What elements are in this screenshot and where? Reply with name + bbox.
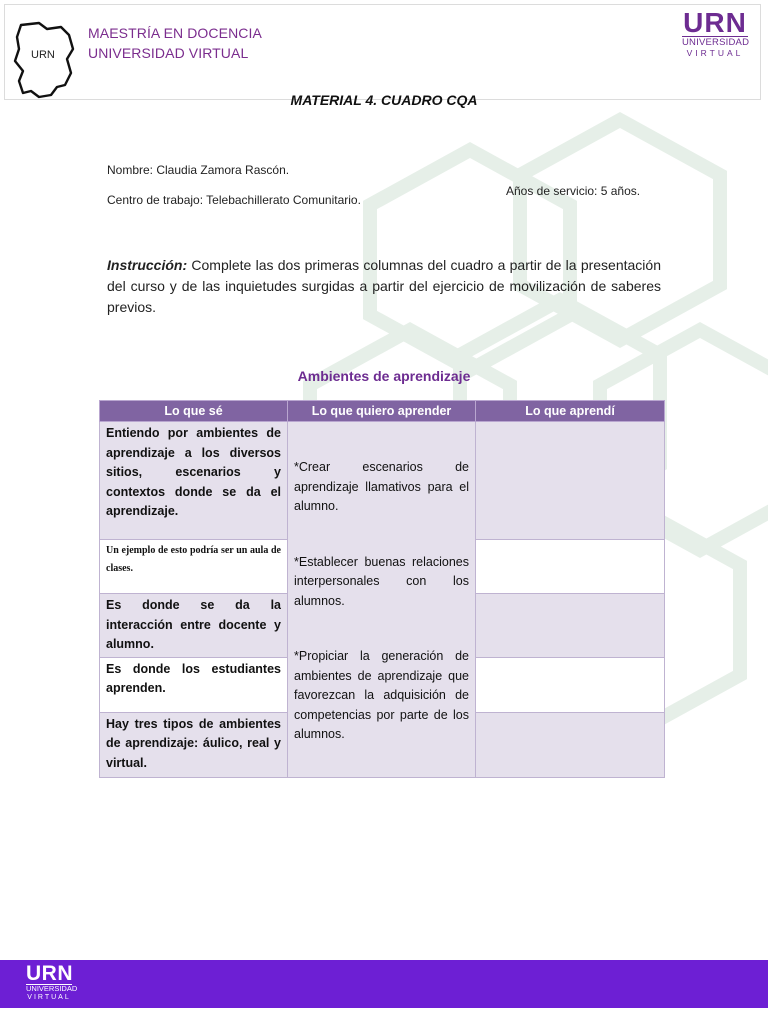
footer-bar xyxy=(0,960,768,1008)
know-cell: Hay tres tipos de ambientes de aprendizaje: áulico, real y virtual. xyxy=(100,712,288,777)
urn-logo-sub2: VIRTUAL xyxy=(686,48,744,58)
urn-logo-sub1: UNIVERSIDAD xyxy=(682,37,750,48)
know-cell: Es donde se da la interacción entre docente y alumno. xyxy=(100,594,288,658)
table-header-row xyxy=(100,401,665,422)
want-item: *Crear escenarios de aprendizaje llamativos para el alumno. xyxy=(294,460,469,513)
footer-logo-text: URN xyxy=(26,962,73,985)
table-caption: Ambientes de aprendizaje xyxy=(297,368,471,384)
header-university-title: UNIVERSIDAD VIRTUAL xyxy=(88,45,249,61)
student-name: Nombre: Claudia Zamora Rascón. xyxy=(107,163,290,177)
want-item: *Establecer buenas relaciones interpersonales con los alumnos. xyxy=(294,554,469,608)
footer-logo-sub1: UNIVERSIDAD xyxy=(26,984,78,993)
workplace: Centro de trabajo: Telebachillerato Comunitario. xyxy=(107,193,361,207)
footer-logo-sub2: VIRTUAL xyxy=(27,994,71,1001)
want-item: *Propiciar la generación de ambientes de aprendizaje que favorezcan la adquisición de competencias por parte de los alumnos. xyxy=(294,649,469,741)
learned-cell[interactable] xyxy=(476,540,665,594)
table-row xyxy=(100,422,665,540)
map-logo-text: URN xyxy=(31,49,55,61)
want-cell xyxy=(288,422,476,778)
footer-urn-logo xyxy=(26,962,78,1002)
header-program-title: MAESTRÍA EN DOCENCIA xyxy=(88,25,262,41)
urn-logo xyxy=(682,7,750,59)
instruction-paragraph xyxy=(107,255,661,318)
know-cell: Entiendo por ambientes de aprendizaje a los diversos sitios, escenarios y contextos donde se da el aprendizaje. xyxy=(100,422,288,540)
header-box xyxy=(4,4,761,100)
urn-logo-text: URN xyxy=(683,7,747,38)
document-title: MATERIAL 4. CUADRO CQA xyxy=(290,92,478,108)
instruction-label: Instrucción: xyxy=(107,257,188,273)
header-lo-que-se: Lo que sé xyxy=(100,401,288,422)
instruction-text: Complete las dos primeras columnas del cuadro a partir de la presentación del curso y de las inquietudes surgidas a partir del ejercicio de movilización de saberes previos. xyxy=(107,257,661,315)
header-lo-que-quiero-aprender: Lo que quiero aprender xyxy=(288,401,476,422)
header-lo-que-aprendi: Lo que aprendí xyxy=(476,401,665,422)
learned-cell[interactable] xyxy=(476,712,665,777)
know-cell: Es donde los estudiantes aprenden. xyxy=(100,657,288,712)
years-of-service: Años de servicio: 5 años. xyxy=(506,184,641,198)
cqa-table xyxy=(99,400,665,778)
know-cell: Un ejemplo de esto podría ser un aula de clases. xyxy=(100,540,288,594)
learned-cell[interactable] xyxy=(476,422,665,540)
learned-cell[interactable] xyxy=(476,594,665,658)
learned-cell[interactable] xyxy=(476,657,665,712)
